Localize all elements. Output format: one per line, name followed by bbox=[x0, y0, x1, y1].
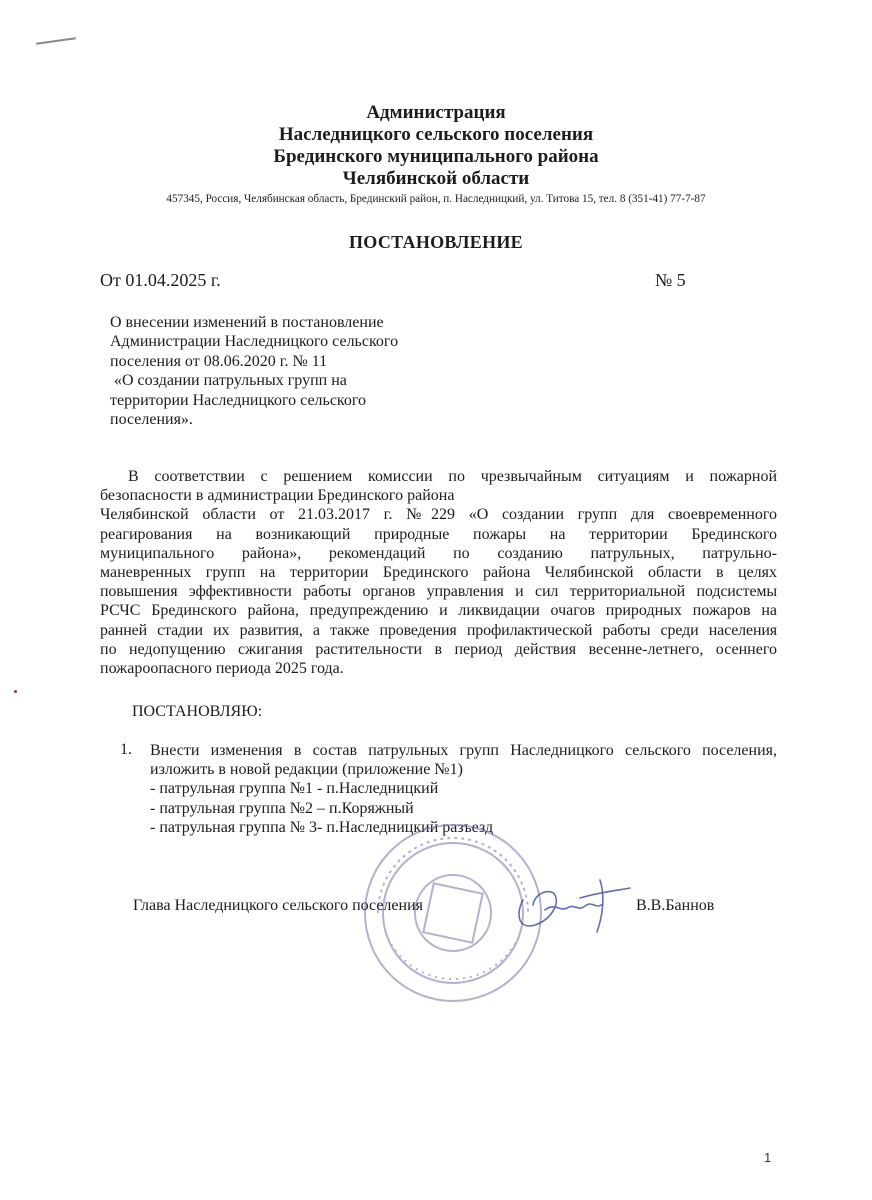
preamble-line: муниципального района», рекомендаций по созданию патрульных, патрульно- bbox=[100, 544, 777, 562]
preamble-line: безопасности в администрации Брединского района bbox=[100, 487, 455, 505]
preamble-line: Челябинской области от 21.03.2017 г. №229 «О создании групп для своевременного bbox=[100, 506, 777, 524]
preamble-line: В соответствии с решением комиссии по чрезвычайным ситуациям и пожарной bbox=[128, 468, 777, 485]
preamble-line: маневренных групп на территории Брединского района Челябинской области в целях bbox=[100, 564, 777, 582]
subject-line: поселения от 08.06.2020 г. № 11 bbox=[110, 352, 328, 370]
letterhead-line: Брединского муниципального района bbox=[273, 146, 599, 167]
page-number: 1 bbox=[764, 1150, 772, 1165]
preamble-line: РСЧС Брединского района, предупреждению и ликвидации очагов природных пожаров на bbox=[100, 602, 777, 620]
preamble-line: повышения эффективности работы органов управления и сил территориальной подсистемы bbox=[100, 583, 777, 601]
subject-line: Администрации Наследницкого сельского bbox=[110, 333, 399, 351]
decree-word: ПОСТАНОВЛЯЮ: bbox=[132, 703, 263, 720]
letterhead-line: Челябинской области bbox=[342, 168, 530, 189]
preamble-line: пожароопасного периода 2025 года. bbox=[100, 660, 344, 678]
subject-line: «О создании патрульных групп на bbox=[114, 372, 347, 390]
letterhead-line: Администрация bbox=[366, 102, 506, 123]
signatory-name: В.В.Баннов bbox=[636, 897, 715, 914]
letterhead-line: Наследницкого сельского поселения bbox=[278, 124, 594, 145]
list-line: - патрульная группа № 3- п.Наследницкий разъезд bbox=[150, 818, 494, 836]
handwritten-signature bbox=[505, 870, 635, 940]
subject-line: О внесении изменений в постановление bbox=[110, 314, 384, 331]
subject-line: территории Наследницкого сельского bbox=[110, 391, 367, 409]
letterhead bbox=[0, 102, 872, 190]
document-type: ПОСТАНОВЛЕНИЕ bbox=[349, 232, 523, 252]
list-line: изложить в новой редакции (приложение №1) bbox=[150, 761, 463, 779]
preamble-line: по недопущению сжигания растительности в период действия весенне-летнего, осеннего bbox=[100, 640, 777, 658]
list-line: Внести изменения в состав патрульных групп Наследницкого сельского поселения, bbox=[150, 742, 777, 759]
signatory-title: Глава Наследницкого сельского поселения bbox=[133, 897, 423, 914]
letterhead-address: 457345, Россия, Челябинская область, Брединский район, п. Наследницкий, ул. Титова 15, тел. 8 (351-41) 77-7-87 bbox=[166, 193, 706, 205]
subject-line: поселения». bbox=[110, 411, 193, 429]
preamble-line: реагирования на возникающий природные пожары на территории Брединского bbox=[100, 525, 777, 543]
document-date: От 01.04.2025 г. bbox=[100, 270, 221, 290]
document-number: № 5 bbox=[655, 270, 686, 290]
document-subject bbox=[110, 313, 440, 429]
scan-mark bbox=[36, 37, 76, 45]
preamble bbox=[100, 467, 777, 678]
list-line: - патрульная группа №2 – п.Коряжный bbox=[150, 799, 414, 817]
preamble-line: ранней стадии их развития, а также проведения профилактической работы среди населения bbox=[100, 621, 777, 639]
list-item-number: 1. bbox=[120, 741, 132, 758]
scan-dot bbox=[14, 690, 17, 693]
list-line: - патрульная группа №1 - п.Наследницкий bbox=[150, 780, 439, 798]
